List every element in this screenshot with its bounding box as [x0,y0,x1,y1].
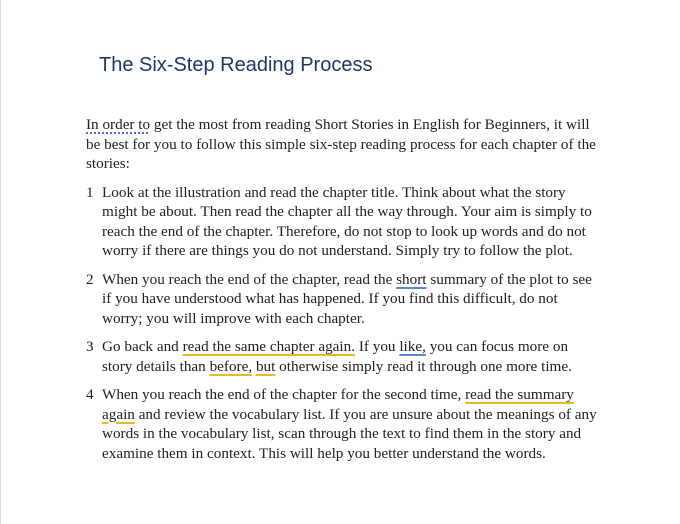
grammar-flag[interactable]: before, [209,357,253,375]
grammar-flag[interactable]: read the summary again [102,386,574,423]
step-text: and review the vocabulary list. If you are unsure about the meanings of any words in the vocabulary list, scan through the text to find them in the story and examine them in context. This will help you better understand the words. [102,405,597,462]
step-text: summary of the plot to see if you have understood what has happened. If you find this difficult, do not worry; you will improve with each chapter. [102,270,592,327]
intro-paragraph [86,115,601,174]
grammar-flag[interactable]: but [255,357,276,375]
grammar-flag[interactable]: read the same chapter again. [182,338,356,355]
step-item-2 [86,270,601,329]
grammar-flag[interactable]: short [396,270,427,288]
document-title: The Six-Step Reading Process [99,54,373,76]
page-left-edge [0,0,1,524]
spelling-flag[interactable]: In order to [86,116,151,133]
step-text: otherwise simply read it through one more time. [275,357,572,375]
step-text: If you [355,338,400,355]
step-text: When you reach the end of the chapter for the second time, [102,386,466,403]
step-number: 1 [86,183,94,201]
step-number: 2 [86,270,94,288]
step-number: 3 [86,338,94,355]
intro-text: get the most from reading Short Stories in English for Beginners, it will be best for you to follow this simple six-step reading process for each chapter of the stories: [86,116,596,172]
step-number: 4 [86,386,94,403]
step-item-4 [86,385,601,463]
step-text: When you reach the end of the chapter, read the [102,270,397,288]
step-item-3 [86,337,601,376]
steps-list [86,183,601,464]
document-body [86,115,601,472]
step-item-1 [86,183,601,261]
step-text: you can focus more on story details than [102,338,569,375]
grammar-flag[interactable]: like, [399,338,426,355]
step-text: Go back and [102,338,183,355]
step-text: Look at the illustration and read the chapter title. Think about what the story might be about. Then read the chapter all the way through. Your aim is simply to reach the end of the chapter. Therefore, do not stop to look up words and do not worry if there are things you do not understand. Simply try to follow the plot. [102,183,592,259]
